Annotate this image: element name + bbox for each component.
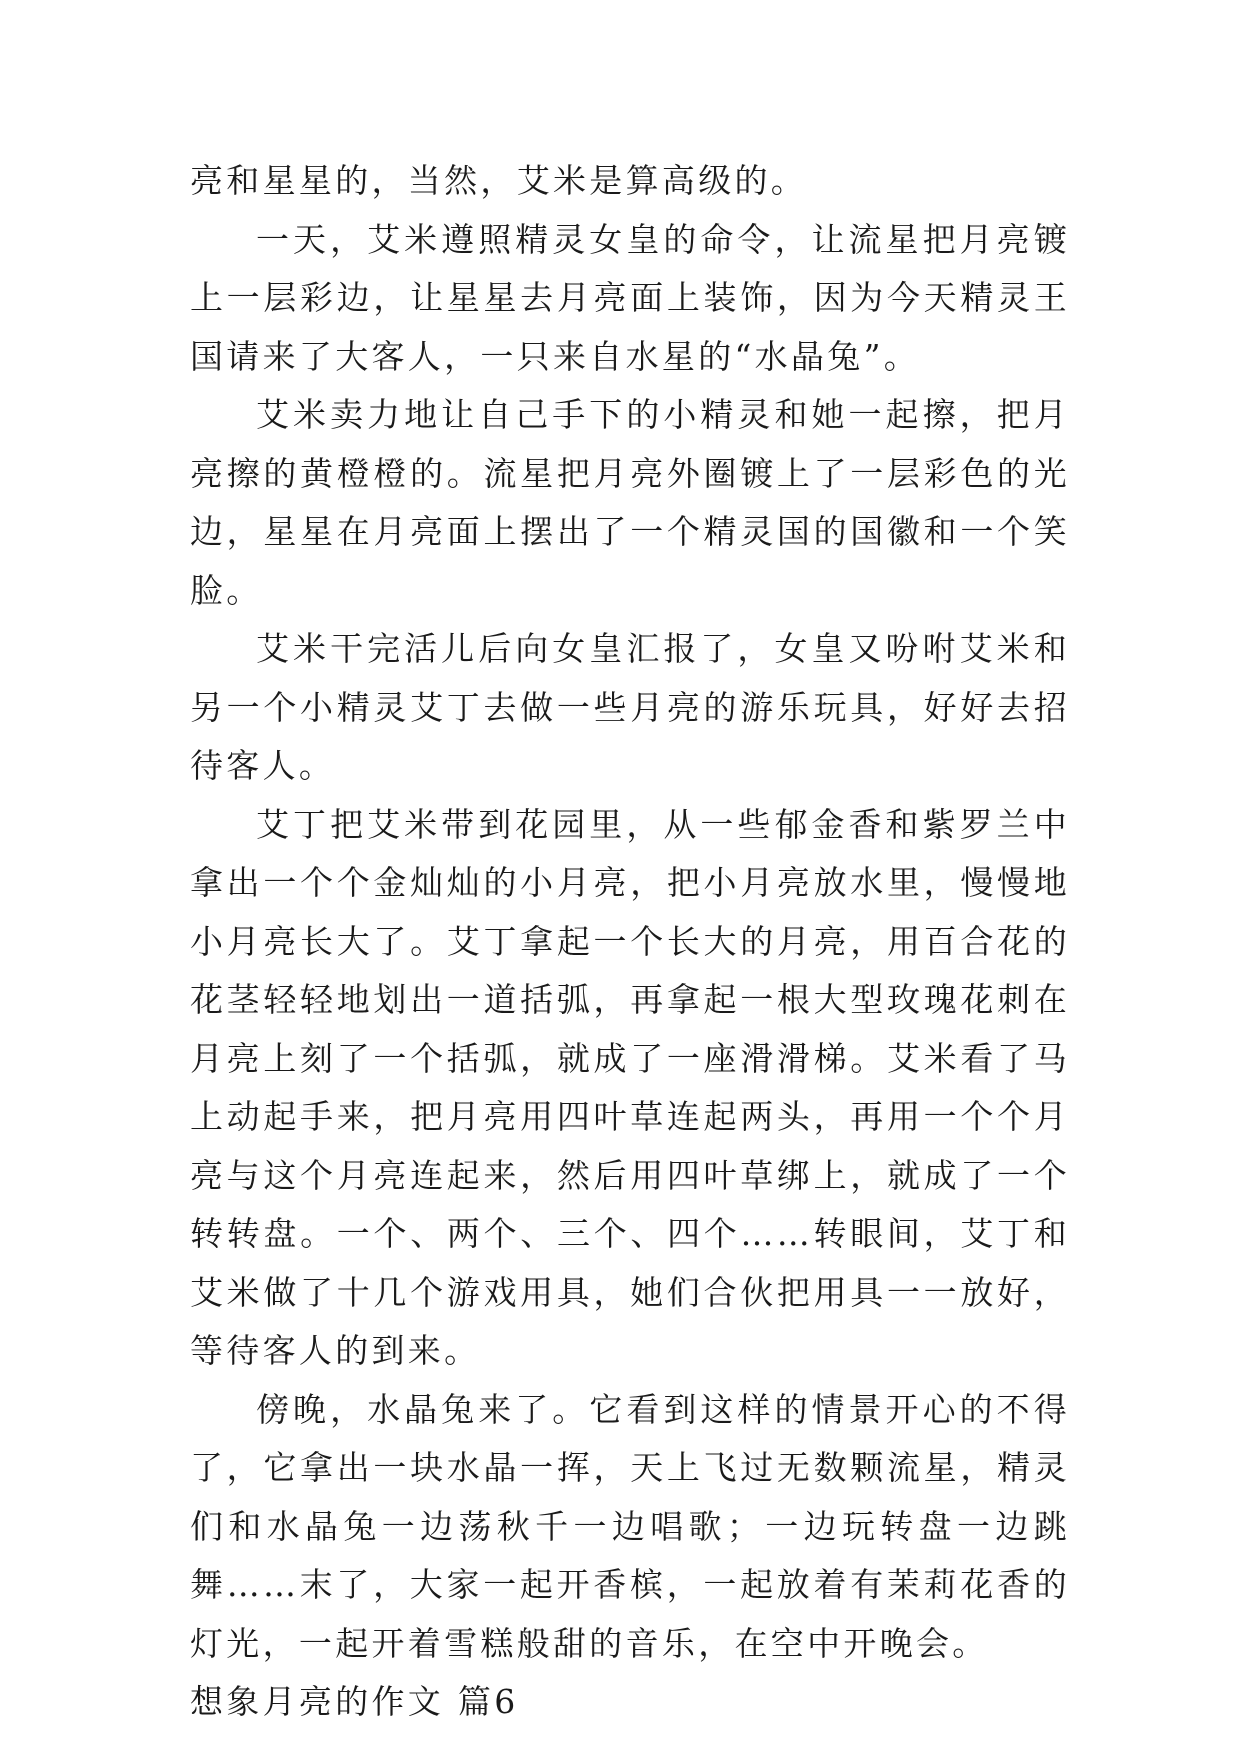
paragraph-continuation: 亮和星星的，当然，艾米是算高级的。 [190, 161, 808, 200]
paragraph: 一天，艾米遵照精灵女皇的命令，让流星把月亮镀上一层彩边，让星星去月亮面上装饰，因为今天精灵王国请来了大客人，一只来自水星的“水晶兔”。 [190, 219, 1070, 376]
document-body [190, 152, 1070, 1732]
paragraph: 艾米卖力地让自己手下的小精灵和她一起擦，把月亮擦的黄橙橙的。流星把月亮外圈镀上了一层彩色的光边，星星在月亮面上摆出了一个精灵国的国徽和一个笑脸。 [190, 395, 1070, 610]
paragraph: 艾米干完活儿后向女皇汇报了，女皇又吩咐艾米和另一个小精灵艾丁去做一些月亮的游乐玩具，好好去招待客人。 [190, 629, 1070, 785]
paragraph: 艾丁把艾米带到花园里，从一些郁金香和紫罗兰中拿出一个个金灿灿的小月亮，把小月亮放水里，慢慢地小月亮长大了。艾丁拿起一个长大的月亮，用百合花的花茎轻轻地划出一道括弧，再拿起一根大型玫瑰花刺在月亮上刻了一个括弧，就成了一座滑滑梯。艾米看了马上动起手来，把月亮用四叶草连起两头，再用一个个月亮与这个月亮连起来，然后用四叶草绑上，就成了一个转转盘。一个、两个、三个、四个……转眼间，艾丁和艾米做了十几个游戏用具，她们合伙把用具一一放好，等待客人的到来。 [190, 804, 1070, 1370]
paragraph: 傍晚，水晶兔来了。它看到这样的情景开心的不得了，它拿出一块水晶一挥，天上飞过无数颗流星，精灵们和水晶兔一边荡秋千一边唱歌；一边玩转盘一边跳舞……末了，大家一起开香槟，一起放着有茉莉花香的灯光，一起开着雪糕般甜的音乐，在空中开晚会。 [190, 1389, 1070, 1663]
section-heading: 想象月亮的作文 篇6 [190, 1682, 519, 1721]
